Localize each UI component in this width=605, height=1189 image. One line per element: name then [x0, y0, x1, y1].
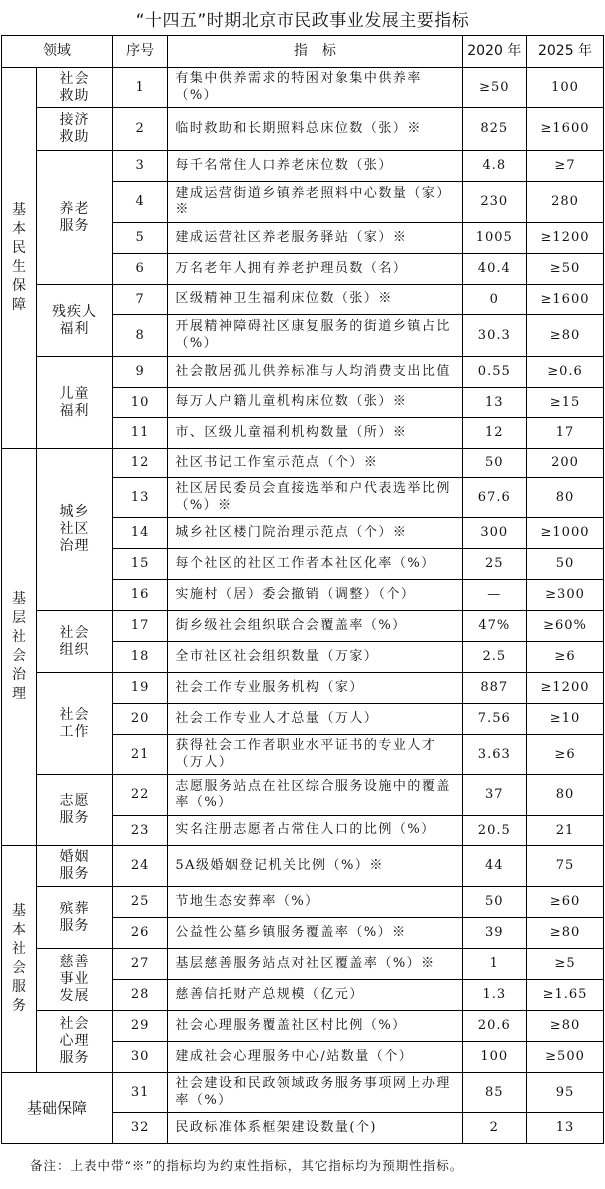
row-2020: 85 — [462, 1073, 527, 1113]
row-seq: 1 — [112, 68, 167, 108]
row-2025: 280 — [527, 182, 604, 223]
row-2020: 40.4 — [462, 254, 527, 285]
row-indicator: 每个社区的社区工作者本社区化率（%） — [168, 549, 462, 580]
table-row — [2, 1073, 604, 1113]
row-2020: 67.6 — [462, 478, 527, 518]
row-indicator: 社会心理服务覆盖社区村比例（%） — [168, 1011, 462, 1042]
row-2025: 80 — [527, 775, 604, 816]
row-2025: ≥1600 — [527, 108, 604, 151]
row-seq: 13 — [112, 478, 167, 518]
row-2025: 13 — [527, 1113, 604, 1144]
row-2025: ≥60 — [527, 887, 604, 918]
row-indicator: 市、区级儿童福利机构数量（所）※ — [168, 418, 462, 449]
table-row — [2, 285, 604, 315]
row-2020: 37 — [462, 775, 527, 816]
row-seq: 14 — [112, 518, 167, 549]
row-seq: 11 — [112, 418, 167, 449]
row-seq: 18 — [112, 642, 167, 673]
header-seq: 序号 — [112, 36, 167, 68]
subarea-psychological-service: 社会心理服务 — [37, 1011, 113, 1073]
row-2020: 44 — [462, 846, 527, 887]
row-2020: 13 — [462, 388, 527, 418]
row-2020: ≥50 — [462, 68, 527, 108]
row-indicator: 实施村（居）委会撤销（调整）（个） — [168, 580, 462, 611]
row-2020: 230 — [462, 182, 527, 223]
row-2020: 1 — [462, 949, 527, 980]
row-2025: ≥1000 — [527, 518, 604, 549]
row-indicator: 节地生态安葬率（%） — [168, 887, 462, 918]
row-indicator: 5A级婚姻登记机关比例（%）※ — [168, 846, 462, 887]
row-seq: 24 — [112, 846, 167, 887]
row-seq: 25 — [112, 887, 167, 918]
area-grassroots-governance: 基层社会治理 — [2, 449, 37, 846]
row-seq: 20 — [112, 704, 167, 735]
row-2020: 3.63 — [462, 735, 527, 775]
subarea-social-assistance: 社会救助 — [37, 68, 113, 108]
row-seq: 16 — [112, 580, 167, 611]
subarea-volunteer-service: 志愿服务 — [37, 775, 113, 846]
row-2020: 1005 — [462, 223, 527, 254]
row-indicator: 实名注册志愿者占常住人口的比例（%） — [168, 816, 462, 846]
subarea-social-work: 社会工作 — [37, 673, 113, 775]
row-2020: 2 — [462, 1113, 527, 1144]
row-seq: 2 — [112, 108, 167, 151]
row-indicator: 临时救助和长期照料总床位数（张）※ — [168, 108, 462, 151]
table-row — [2, 108, 604, 151]
row-2020: 39 — [462, 918, 527, 949]
row-2025: ≥10 — [527, 704, 604, 735]
subarea-child-welfare: 儿童福利 — [37, 357, 113, 449]
row-2020: 50 — [462, 887, 527, 918]
row-2025: ≥15 — [527, 388, 604, 418]
row-indicator: 社会工作专业人才总量（万人） — [168, 704, 462, 735]
row-seq: 15 — [112, 549, 167, 580]
table-row — [2, 846, 604, 887]
row-2020: 25 — [462, 549, 527, 580]
row-2025: ≥500 — [527, 1042, 604, 1073]
row-2025: ≥1.65 — [527, 980, 604, 1011]
row-seq: 30 — [112, 1042, 167, 1073]
row-2025: ≥7 — [527, 151, 604, 182]
row-2020: 20.6 — [462, 1011, 527, 1042]
row-seq: 19 — [112, 673, 167, 704]
header-2025: 2025 年 — [527, 36, 604, 68]
row-indicator: 志愿服务站点在社区综合服务设施中的覆盖率（%） — [168, 775, 462, 816]
row-2025: ≥1200 — [527, 673, 604, 704]
row-indicator: 开展精神障碍社区康复服务的街道乡镇占比（%） — [168, 315, 462, 357]
row-indicator: 建成运营社区养老服务驿站（家）※ — [168, 223, 462, 254]
row-indicator: 建成社会心理服务中心/站数量（个） — [168, 1042, 462, 1073]
table-row — [2, 949, 604, 980]
row-seq: 22 — [112, 775, 167, 816]
row-indicator: 万名老年人拥有养老护理员数（名） — [168, 254, 462, 285]
row-indicator: 每千名常住人口养老床位数（张） — [168, 151, 462, 182]
row-2020: 4.8 — [462, 151, 527, 182]
row-2020: 100 — [462, 1042, 527, 1073]
row-2020: 7.56 — [462, 704, 527, 735]
row-2020: 0 — [462, 285, 527, 315]
area-basic-livelihood: 基本民生保障 — [2, 68, 37, 449]
row-indicator: 建成运营街道乡镇养老照料中心数量（家）※ — [168, 182, 462, 223]
subarea-elderly-care: 养老服务 — [37, 151, 113, 285]
area-foundational-support: 基础保障 — [2, 1073, 113, 1144]
subarea-marriage-service: 婚姻服务 — [37, 846, 113, 887]
row-2025: ≥1200 — [527, 223, 604, 254]
row-seq: 31 — [112, 1073, 167, 1113]
row-2020: 1.3 — [462, 980, 527, 1011]
row-2020: 20.5 — [462, 816, 527, 846]
row-indicator: 有集中供养需求的特困对象集中供养率（%） — [168, 68, 462, 108]
row-seq: 26 — [112, 918, 167, 949]
footnote: 备注：上表中带“※”的指标均为约束性指标，其它指标均为预期性指标。 — [30, 1158, 464, 1173]
row-2020: 50 — [462, 449, 527, 478]
table-row — [2, 68, 604, 108]
table-row — [2, 673, 604, 704]
table-row — [2, 1011, 604, 1042]
row-2020: 825 — [462, 108, 527, 151]
row-2020: 12 — [462, 418, 527, 449]
row-seq: 8 — [112, 315, 167, 357]
area-basic-social-services: 基本社会服务 — [2, 846, 37, 1073]
row-seq: 17 — [112, 611, 167, 642]
row-2020: 47% — [462, 611, 527, 642]
row-indicator: 区级精神卫生福利床位数（张）※ — [168, 285, 462, 315]
row-indicator: 基层慈善服务站点对社区覆盖率（%）※ — [168, 949, 462, 980]
subarea-charity-development: 慈善事业发展 — [37, 949, 113, 1011]
row-2025: ≥80 — [527, 315, 604, 357]
table-row — [2, 357, 604, 388]
table-row — [2, 611, 604, 642]
row-2025: 75 — [527, 846, 604, 887]
row-indicator: 街乡级社会组织联合会覆盖率（%） — [168, 611, 462, 642]
row-2025: 200 — [527, 449, 604, 478]
row-2025: ≥6 — [527, 735, 604, 775]
row-2020: 300 — [462, 518, 527, 549]
row-seq: 12 — [112, 449, 167, 478]
row-seq: 23 — [112, 816, 167, 846]
header-domain: 领域 — [2, 36, 113, 68]
row-2025: ≥60% — [527, 611, 604, 642]
row-indicator: 获得社会工作者职业水平证书的专业人才（万人） — [168, 735, 462, 775]
subarea-relief-assistance: 接济救助 — [37, 108, 113, 151]
row-2020: — — [462, 580, 527, 611]
row-2025: 95 — [527, 1073, 604, 1113]
row-indicator: 社会散居孤儿供养标准与人均消费支出比值 — [168, 357, 462, 388]
row-indicator: 社会建设和民政领域政务服务事项网上办理率（%） — [168, 1073, 462, 1113]
row-2025: 17 — [527, 418, 604, 449]
row-seq: 5 — [112, 223, 167, 254]
row-seq: 29 — [112, 1011, 167, 1042]
row-2025: ≥300 — [527, 580, 604, 611]
row-2025: 21 — [527, 816, 604, 846]
row-2020: 887 — [462, 673, 527, 704]
row-indicator: 民政标准体系框架建设数量(个) — [168, 1113, 462, 1144]
row-seq: 32 — [112, 1113, 167, 1144]
table-row — [2, 887, 604, 918]
header-2020: 2020 年 — [462, 36, 527, 68]
row-indicator: 每万人户籍儿童机构床位数（张）※ — [168, 388, 462, 418]
table-row — [2, 449, 604, 478]
row-seq: 4 — [112, 182, 167, 223]
row-2025: 50 — [527, 549, 604, 580]
row-2025: ≥0.6 — [527, 357, 604, 388]
row-2025: ≥50 — [527, 254, 604, 285]
row-indicator: 公益性公墓乡镇服务覆盖率（%）※ — [168, 918, 462, 949]
row-seq: 9 — [112, 357, 167, 388]
row-2020: 0.55 — [462, 357, 527, 388]
row-seq: 6 — [112, 254, 167, 285]
row-indicator: 社区居民委员会直接选举和户代表选举比例（%）※ — [168, 478, 462, 518]
row-seq: 7 — [112, 285, 167, 315]
row-seq: 27 — [112, 949, 167, 980]
row-2025: ≥80 — [527, 918, 604, 949]
table-header-row — [2, 36, 604, 68]
row-seq: 3 — [112, 151, 167, 182]
row-indicator: 社区书记工作室示范点（个）※ — [168, 449, 462, 478]
row-2025: 100 — [527, 68, 604, 108]
subarea-funeral-service: 殡葬服务 — [37, 887, 113, 949]
table-row — [2, 775, 604, 816]
row-indicator: 社会工作专业服务机构（家） — [168, 673, 462, 704]
row-2020: 30.3 — [462, 315, 527, 357]
row-seq: 28 — [112, 980, 167, 1011]
row-indicator: 城乡社区楼门院治理示范点（个）※ — [168, 518, 462, 549]
row-2020: 2.5 — [462, 642, 527, 673]
row-2025: ≥80 — [527, 1011, 604, 1042]
row-seq: 10 — [112, 388, 167, 418]
row-2025: ≥1600 — [527, 285, 604, 315]
row-seq: 21 — [112, 735, 167, 775]
subarea-disability-welfare: 残疾人福利 — [37, 285, 113, 357]
subarea-social-organizations: 社会组织 — [37, 611, 113, 673]
row-indicator: 全市社区社会组织数量（万家） — [168, 642, 462, 673]
row-indicator: 慈善信托财产总规模（亿元） — [168, 980, 462, 1011]
subarea-community-governance: 城乡社区治理 — [37, 449, 113, 611]
indicators-table — [1, 35, 604, 1144]
row-2025: ≥5 — [527, 949, 604, 980]
document-title: “十四五”时期北京市民政事业发展主要指标 — [135, 11, 470, 31]
header-indicator: 指 标 — [168, 36, 462, 68]
table-row — [2, 151, 604, 182]
row-2025: ≥6 — [527, 642, 604, 673]
row-2025: 80 — [527, 478, 604, 518]
